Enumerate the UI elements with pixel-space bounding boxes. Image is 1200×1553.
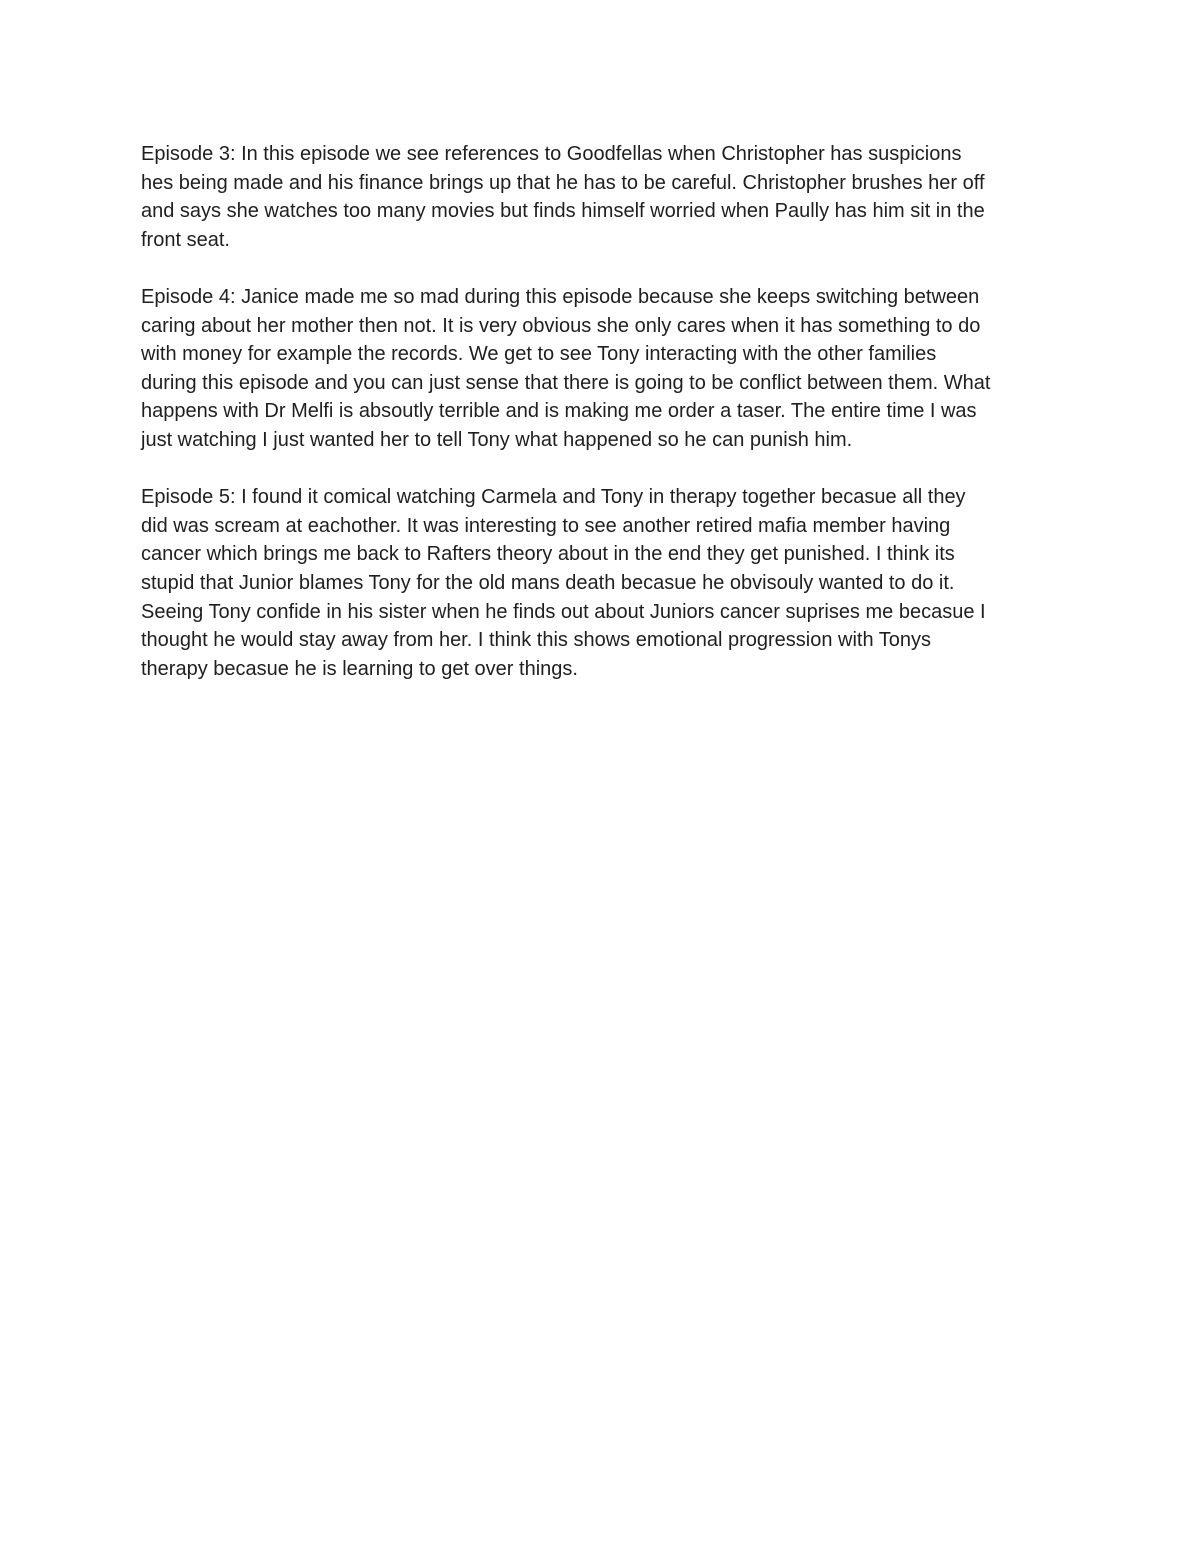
- paragraph-episode-5: [141, 483, 1081, 683]
- paragraph-episode-3: [141, 140, 1081, 254]
- text-line: hes being made and his finance brings up that he has to be careful. Christopher brushes her off: [141, 171, 985, 194]
- text-line: Episode 3: In this episode we see references to Goodfellas when Christopher has suspicions: [141, 143, 962, 165]
- text-line: during this episode and you can just sense that there is going to be conflict between them. What: [141, 371, 991, 394]
- text-line: with money for example the records. We get to see Tony interacting with the other families: [141, 343, 937, 366]
- text-line: did was scream at eachother. It was interesting to see another retired mafia member having: [141, 514, 951, 537]
- text-line: Episode 5: I found it comical watching Carmela and Tony in therapy together becasue all they: [141, 486, 966, 509]
- paragraph-episode-4: [141, 283, 1081, 455]
- text-line: cancer which brings me back to Rafters theory about in the end they get punished. I think its: [141, 543, 955, 566]
- text-line: thought he would stay away from her. I think this shows emotional progression with Tonys: [141, 629, 932, 652]
- text-line: happens with Dr Melfi is absoutly terrible and is making me order a taser. The entire time I was: [141, 400, 977, 423]
- text-line: stupid that Junior blames Tony for the old mans death becasue he obvisouly wanted to do it.: [141, 571, 955, 594]
- text-line: just watching I just wanted her to tell Tony what happened so he can punish him.: [141, 428, 853, 451]
- text-line: therapy becasue he is learning to get over things.: [141, 657, 578, 680]
- text-line: Seeing Tony confide in his sister when he finds out about Juniors cancer suprises me becasue I: [141, 600, 986, 623]
- document-body: [141, 140, 1081, 712]
- text-line: caring about her mother then not. It is very obvious she only cares when it has something to do: [141, 314, 981, 337]
- text-line: and says she watches too many movies but finds himself worried when Paully has him sit in the: [141, 200, 985, 223]
- text-line: front seat.: [141, 228, 230, 251]
- text-line: Episode 4: Janice made me so mad during this episode because she keeps switching between: [141, 285, 980, 308]
